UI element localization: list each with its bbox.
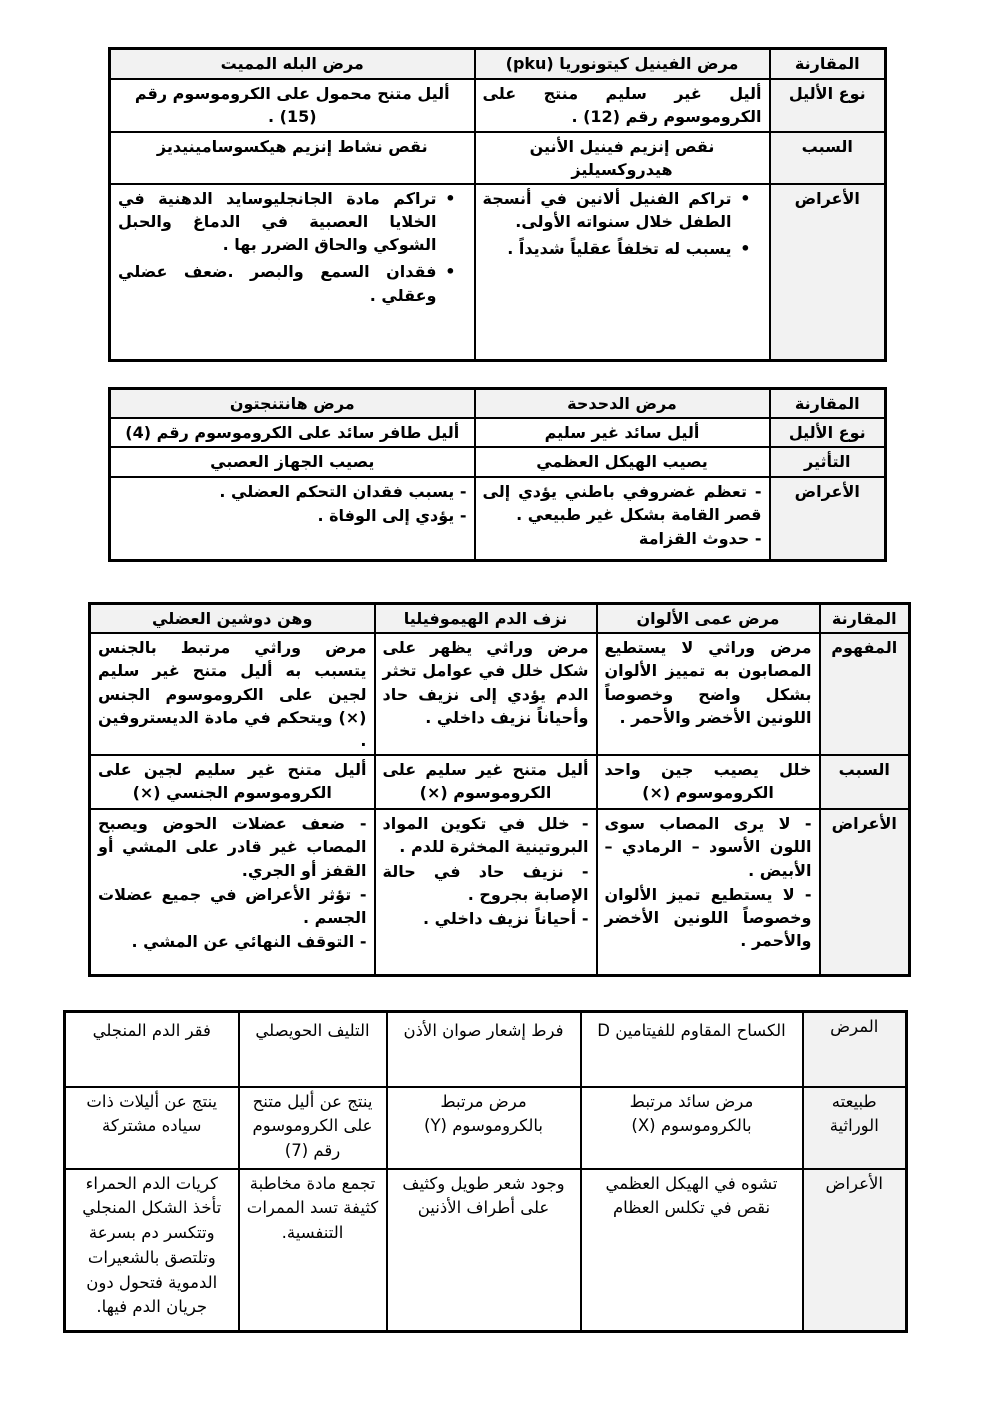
symptom-item: - خلل في تكوين المواد البروتينية المخثرة للدم . [382,814,589,857]
cell-concept-colorblindness: مرض وراثي لا يستطيع المصابون به تمييز الألوان بشكل واضح وخصوصاً اللونين الأخضر والأحمر . [597,633,820,755]
symptom-item: - نزيف حاد في حالة الإصابة بجروح . [382,861,589,904]
symptom-item: - يسبب فقدان التحكم العضلي . [219,481,467,501]
symptom-item: • تراكم الفنيل ألانين في أنسجة الطفل خلال سنواته الأولى. [483,187,762,233]
header-disease-rickets: الكساح المقاوم للفيتامين D [581,1012,803,1087]
table-row [110,49,886,79]
cell-cause-pku: نقص إنزيم فينيل الأنين هيدروكسيليز [475,132,770,184]
comparison-table-pku-taysachs [108,47,887,362]
symptom-item: - ضعف عضلات الحوض ويصبح المصاب غير قادر على المشي أو القفز أو الجري. [98,814,367,880]
header-disease-sickle-cell: فقر الدم المنجلي [65,1012,239,1087]
header-disease-hairy-ears: فرط إشعار صوان الأذن [387,1012,581,1087]
symptom-item: - تؤثر الأعراض في جميع عضلات الجسم . [98,884,367,927]
symptom-item: • يسبب له تخلفاً عقلياً شديداً . [483,237,762,260]
table-row [90,755,910,809]
row-label-concept: المفهوم [820,633,910,755]
header-disease-hemophilia: نزف الدم الهيموفيليا [375,604,597,634]
table-row [110,447,886,476]
cell-symptoms-duchenne [90,809,375,975]
cell-concept-duchenne: مرض وراثي مرتبط بالجنس يتسبب به أليل متنح غير سليم لجين على الكروموسوم الجنس (×) ويتحكم في مادة الديستروفين . [90,633,375,755]
cell-allele-taysachs: أليل متنح محمول على الكروموسوم رقم (15) . [110,79,475,132]
cell-symptoms-colorblindness [597,809,820,975]
header-disease-taysachs: مرض البله المميت [110,49,475,79]
symptom-item: - التوقف النهائي عن المشي . [131,932,367,952]
cell-effect-achondroplasia: يصيب الهيكل العظمي [475,447,770,476]
cell-symptoms-rickets: تشوه في الهيكل العظمي نقص في تكلس العظام [581,1169,803,1332]
cell-nature-sickle-cell: ينتج عن أليلات ذات سياده مشتركة [65,1087,239,1169]
symptom-item: - تعظم غضروفي باطني يؤدي إلى قصر القامة بشكل غير طبيعي . [482,481,762,524]
table-row [110,389,886,419]
cell-cause-duchenne: أليل متنح غير سليم لجين على الكروموسوم الجنسي (×) [90,755,375,809]
table-row [65,1012,907,1087]
symptom-item: • تراكم مادة الجانجليوسايد الدهنية في الخلايا العصبية في الدماغ والحبل الشوكي والحاق الضرر بها . [118,187,467,257]
row-label-effect: التأثير [770,447,886,476]
cell-nature-rickets: مرض سائد مرتبط بالكروموسوم (X) [581,1087,803,1169]
row-label-allele-type: نوع الأليل [770,418,886,447]
header-comparison-label: المقارنة [820,604,910,634]
symptom-item: - لا يرى المصاب سوى اللون الأسود – الرمادي – الأبيض . [604,814,812,880]
header-disease-duchenne: وهن دوشين العضلي [90,604,375,634]
table-row [90,604,910,634]
comparison-table-rickets-hairyears-cysticfibrosis-sicklecell [63,1010,908,1333]
symptom-item: • فقدان السمع والبصر .ضعف عضلي وعقلي . [118,260,467,306]
row-label-allele-type: نوع الأليل [770,79,886,132]
header-comparison-label: المقارنة [770,49,886,79]
row-label-symptoms: الأعراض [770,184,886,361]
table-row [110,79,886,132]
cell-allele-huntington: أليل طافر سائد على الكروموسوم رقم (4) [110,418,475,447]
row-label-genetic-nature: طبيعته الوراثية [803,1087,907,1169]
comparison-table-colorblindness-hemophilia-duchenne [88,602,911,977]
row-label-symptoms: الأعراض [770,477,886,561]
comparison-table-achondroplasia-huntington [108,387,887,562]
cell-symptoms-pku [475,184,770,361]
cell-symptoms-achondroplasia [475,477,770,561]
cell-effect-huntington: يصيب الجهاز العصبي [110,447,475,476]
symptom-item: - حدوث القزامة [638,528,762,548]
header-comparison-label: المقارنة [770,389,886,419]
cell-cause-colorblindness: خلل يصيب جين واحد الكروموسوم (×) [597,755,820,809]
cell-symptoms-hemophilia [375,809,597,975]
cell-concept-hemophilia: مرض وراثي يظهر على شكل خلل في عوامل تخثر الدم يؤدي إلى نزيف حاد وأحياناً نزيف داخلي . [375,633,597,755]
cell-symptoms-huntington [110,477,475,561]
row-label-symptoms: الأعراض [820,809,910,975]
table-row [110,184,886,361]
cell-symptoms-cystic-fibrosis: تجمع مادة مخاطبة كثيفة تسد الممرات التنفسية. [239,1169,387,1332]
table-row [110,132,886,184]
symptom-item: - أحياناً نزيف داخلي . [422,908,589,928]
table-row [110,477,886,561]
table-row [90,809,910,975]
header-disease-achondroplasia: مرض الدحدحة [475,389,770,419]
cell-cause-taysachs: نقص نشاط إنزيم هيكسوسامينيديز [110,132,475,184]
symptom-item: - لا يستطيع تميز الألوان وخصوصاً اللونين الأخضر والأحمر . [604,884,812,951]
table-row [110,418,886,447]
cell-cause-hemophilia: أليل متنح غير سليم على الكروموسوم (×) [375,755,597,809]
header-disease-label: المرض [803,1012,907,1087]
row-label-cause: السبب [770,132,886,184]
row-label-symptoms: الأعراض [803,1169,907,1332]
cell-symptoms-taysachs [110,184,475,361]
cell-nature-hairy-ears: مرض مرتبط بالكروموسوم (Y) [387,1087,581,1169]
cell-nature-cystic-fibrosis: ينتج عن أليل متنح على الكروموسوم رقم (7) [239,1087,387,1169]
header-disease-pku: مرض الفينيل كيتونوريا (pku) [475,49,770,79]
header-disease-cystic-fibrosis: التليف الحويصلي [239,1012,387,1087]
cell-allele-pku: أليل غير سليم منتج على الكروموسوم رقم (12) . [475,79,770,132]
row-label-cause: السبب [820,755,910,809]
table-row [90,633,910,755]
table-row [65,1087,907,1169]
cell-symptoms-hairy-ears: وجود شعر طويل وكثيف على أطراف الأذنين [387,1169,581,1332]
symptom-item: - يؤدي إلى الوفاة . [317,505,467,525]
header-disease-colorblindness: مرض عمى الألوان [597,604,820,634]
cell-symptoms-sickle-cell: كريات الدم الحمراء تأخذ الشكل المنجلي وتتكسر دم بسرعة وتلتصق بالشعيرات الدموية فتحول دون جريان الدم فيها. [65,1169,239,1332]
cell-allele-achondroplasia: أليل سائد غير سليم [475,418,770,447]
table-row [65,1169,907,1332]
header-disease-huntington: مرض هانتنجتون [110,389,475,419]
